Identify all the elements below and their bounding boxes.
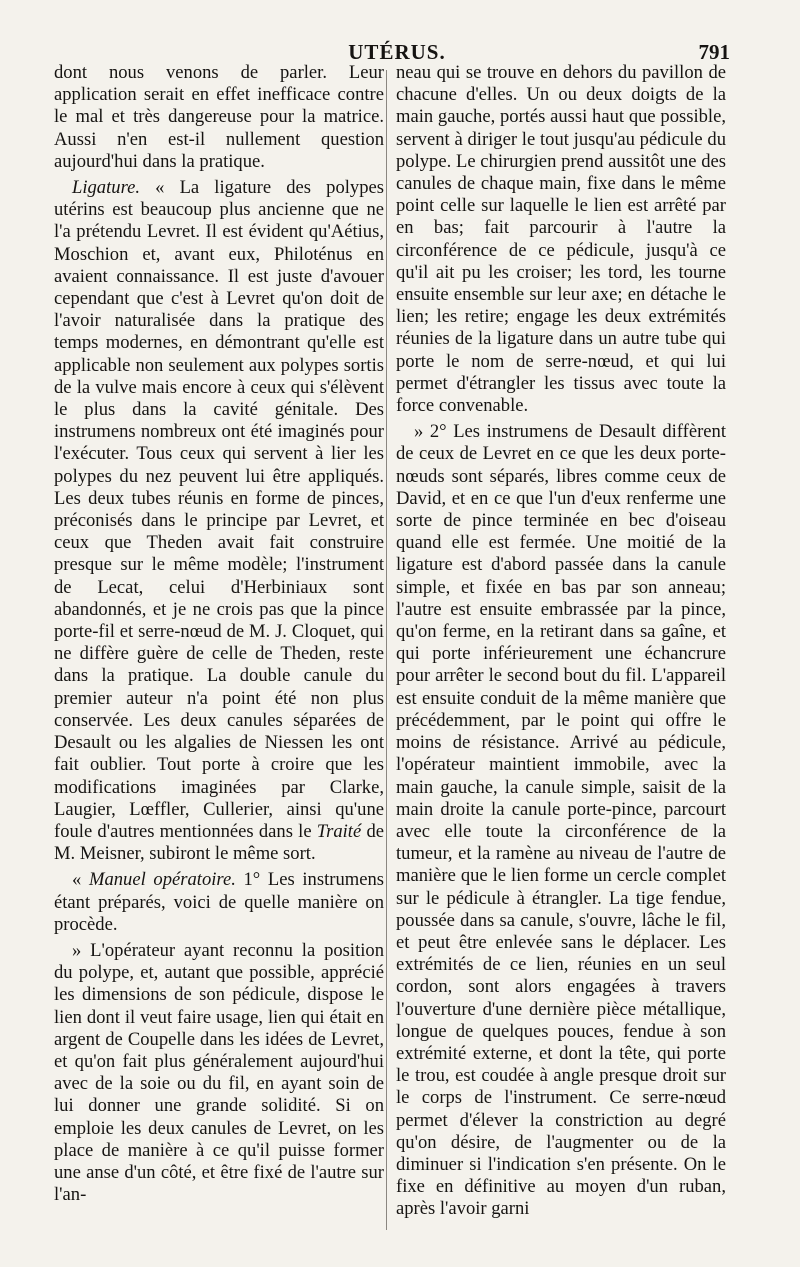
- paragraph-text: « La ligature des polypes utérins est beaucoup plus ancienne que ne l'a prétendu Levret. Il est évident qu'Aétius, Moschion et, avant eux, Philoténus en avaient connaissance. Il est juste d'avouer cependant que c'est à Levret qu'on doit de l'avoir naturalisée dans la pratique des temps modernes, en démontrant qu'elle est applicable non seulement aux polypes sortis de la vulve mais encore à ceux qui s'élèvent le plus dans la cavité génitale. Des instrumens nombreux ont été imaginés pour l'exécuter. Tous ceux qui servent à lier les polypes du nez peuvent lui être appliqués. Les deux tubes réunis en forme de pinces, préconisés dans le principe par Levret, et ceux que Theden avait fait construire presque sur le même modèle; l'instrument de Lecat, celui d'Herbiniaux sont abandonnés, et je ne crois pas que la pince porte-fil et serre-nœud de M. J. Cloquet, qui ne diffère guère de celle de Theden, reste dans la pratique. La double canule du premier auteur n'a point été non plus conservée. Les deux canules séparées de Desault ou les algalies de Niessen les ont fait oublier. Tout porte à croire que les modifications imaginées par Clarke, Laugier, Lœffler, Cullerier, ainsi qu'une foule d'autres mentionnées dans le: [54, 177, 384, 842]
- section-heading-manuel: Manuel opératoire.: [88, 869, 236, 891]
- right-column: [396, 62, 726, 1221]
- page-number: 791: [698, 40, 730, 64]
- paragraph: dont nous venons de parler. Leur application serait en effet inefficace contre le mal et très dangereuse pour la matrice. Aussi n'en est-il nullement question aujourd'hui dans la pratique.: [54, 62, 384, 172]
- paragraph-manuel: [54, 869, 384, 936]
- paragraph: » 2° Les instrumens de Desault diffèrent de ceux de Levret en ce que les deux porte-nœuds sont séparés, libres comme ceux de David, et en ce que l'un d'eux renferme une sorte de pince terminée en bec d'oiseau quand elle est fermée. Une moitié de la ligature est d'abord passée dans la canule simple, et fixée en bas par son anneau; l'autre est ensuite embrassée par la pince, qu'on ferme, en la retirant dans sa gaîne, et qui porte inférieurement une échancrure pour arrêter le second bout du fil. L'appareil est ensuite conduit de la même manière que précédemment, par le point qui offre le moins de résistance. Arrivé au pédicule, l'opérateur maintient immobile, avec la main gauche, la canule simple, saisit de la main droite la canule porte-pince, parcourt avec elle toute la circonférence de la tumeur, et la ramène au niveau de l'autre de manière que le lien forme un cercle complet sur le pédicule à étrangler. La tige fendue, poussée dans sa canule, s'ouvre, lâche le fil, et peut être enlevée sans le déplacer. Les extrémités de ce lien, réunies en un seul cordon, sont alors engagées à travers l'ouverture d'une dernière pièce métallique, longue de quelques pouces, fendue à son extrémité externe, et dont la tête, qui porte le trou, est coudée à angle presque droit sur le corps de l'instrument. Ce serre-nœud permet d'élever la constriction au degré qu'on désire, de l'augmenter ou de la diminuer si l'indication s'en présente. On le fixe en définitive au moyen d'un ruban, après l'avoir garni: [396, 421, 726, 1220]
- quote-mark: «: [72, 869, 89, 891]
- running-title: UTÉRUS.: [348, 40, 446, 64]
- paragraph-text: 1° Les instrumens étant préparés, voici de quelle manière on procède.: [54, 869, 384, 935]
- section-heading-ligature: Ligature.: [72, 177, 141, 199]
- column-divider: [386, 70, 387, 1230]
- paragraph-text: de M. Meisner, subiront le même sort.: [54, 820, 384, 865]
- paragraph-ligature: [54, 177, 384, 865]
- paragraph: » L'opérateur ayant reconnu la position du polype, et, autant que possible, apprécié les dimensions de son pédicule, dispose le lien dont il veut faire usage, lien qui était en argent de Coupelle dans les idées de Levret, et qu'on fait plus généralement aujourd'hui avec de la soie ou du fil, en ayant soin de lui donner une grande solidité. Si on emploie les deux canules de Levret, on les place de manière à ce qu'il puisse former une anse d'un côté, et être fixé de l'autre sur l'an-: [54, 939, 384, 1206]
- italic-title: Traité: [316, 820, 362, 842]
- left-column: [54, 62, 384, 1206]
- paragraph: neau qui se trouve en dehors du pavillon de chacune d'elles. Un ou deux doigts de la main gauche, portés aussi haut que possible, servent à diriger le tout jusqu'au pédicule du polype. Le chirurgien prend aussitôt une des canules de chaque main, fixe dans le même point celle sur laquelle le lien est arrêté par en bas; fait parcourir à l'autre la circonférence de ce pédicule, jusqu'à ce qu'il ait pu les croiser; les tord, les tourne ensuite ensemble sur leur axe; en détache le lien; les retire; engage les deux extrémités réunies de la ligature dans un autre tube qui porte le nom de serre-nœud, et qui lui permet d'étrangler les tissus avec toute la force convenable.: [396, 62, 726, 417]
